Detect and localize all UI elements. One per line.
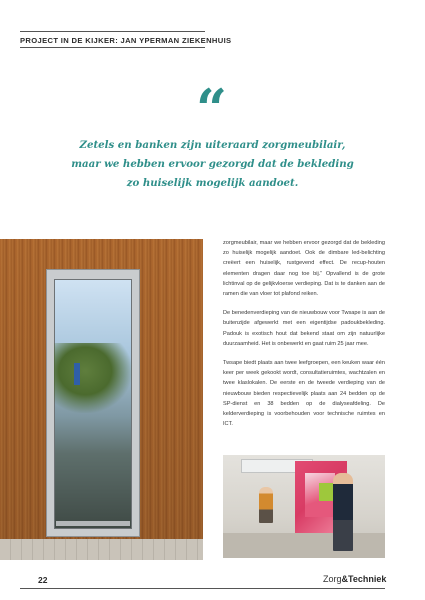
page-number: 22 bbox=[38, 575, 48, 585]
brand-right: &Techniek bbox=[341, 574, 387, 584]
artwork-small bbox=[319, 483, 333, 501]
photo-wooden-facade-door bbox=[0, 239, 203, 560]
pull-quote-line: maar we hebben ervoor gezorgd dat de bekleding bbox=[71, 158, 354, 170]
article-body bbox=[223, 238, 385, 438]
paving bbox=[0, 539, 203, 560]
person-right bbox=[333, 473, 353, 551]
interior-floor bbox=[223, 533, 385, 558]
person-left bbox=[259, 487, 273, 523]
reflected-tree bbox=[54, 343, 132, 413]
quote-mark-icon: “ bbox=[196, 77, 228, 141]
body-paragraph: De benedenverdieping van de nieuwbouw voor Twsape is aan de buitenzijde afgewerkt met een eigentijdse padoukbekleding. Padouk is exotisch hout dat bekend staat om zijn natuurlijke duurzaamheid. Het is onbewerkt en gaat ruim 25 jaar mee. bbox=[223, 310, 385, 347]
pull-quote bbox=[60, 136, 365, 193]
section-header-title: PROJECT IN DE KIJKER: JAN YPERMAN ZIEKENHUIS bbox=[20, 36, 232, 45]
footer-rule bbox=[20, 588, 385, 589]
pull-quote-line: zo huiselijk mogelijk aandoet. bbox=[126, 177, 299, 189]
brand-logo bbox=[323, 574, 386, 584]
photo-interior-people bbox=[223, 455, 385, 558]
reflected-sign bbox=[74, 363, 80, 385]
body-paragraph: zorgmeubilair, maar we hebben ervoor gezorgd dat de bekleding zo huiselijk mogelijk aandoet. Ook de dimbare led-belichting creëert een huiselijk, rustgevend effect. De recup-houten elementen dragen daar nog toe bij.” Opvallend is de grote lichtinval op de gelijkvloerse verdieping. Dat is te danken aan de ramen die van vloer tot plafond reiken. bbox=[223, 240, 385, 298]
body-paragraph: Twsape biedt plaats aan twee leefgroepen, een keuken waar één keer per week gekookt wordt, consultatieruimtes, wachtzalen en twee klaslokalen. De eerste en de tweede verdieping van de nieuwbouw bieden respectievelijk plaats aan 24 bedden op de SP-dienst en 38 bedden op de dialyseafdeling. De kelderverdieping is voorbehouden voor technische ruimtes en ICT. bbox=[223, 360, 385, 428]
header-rule-top bbox=[20, 31, 205, 32]
door-bar bbox=[56, 521, 130, 526]
header-rule-bottom bbox=[20, 47, 205, 48]
brand-left: Zorg bbox=[323, 574, 342, 584]
pull-quote-line: Zetels en banken zijn uiteraard zorgmeubilair, bbox=[79, 139, 346, 151]
